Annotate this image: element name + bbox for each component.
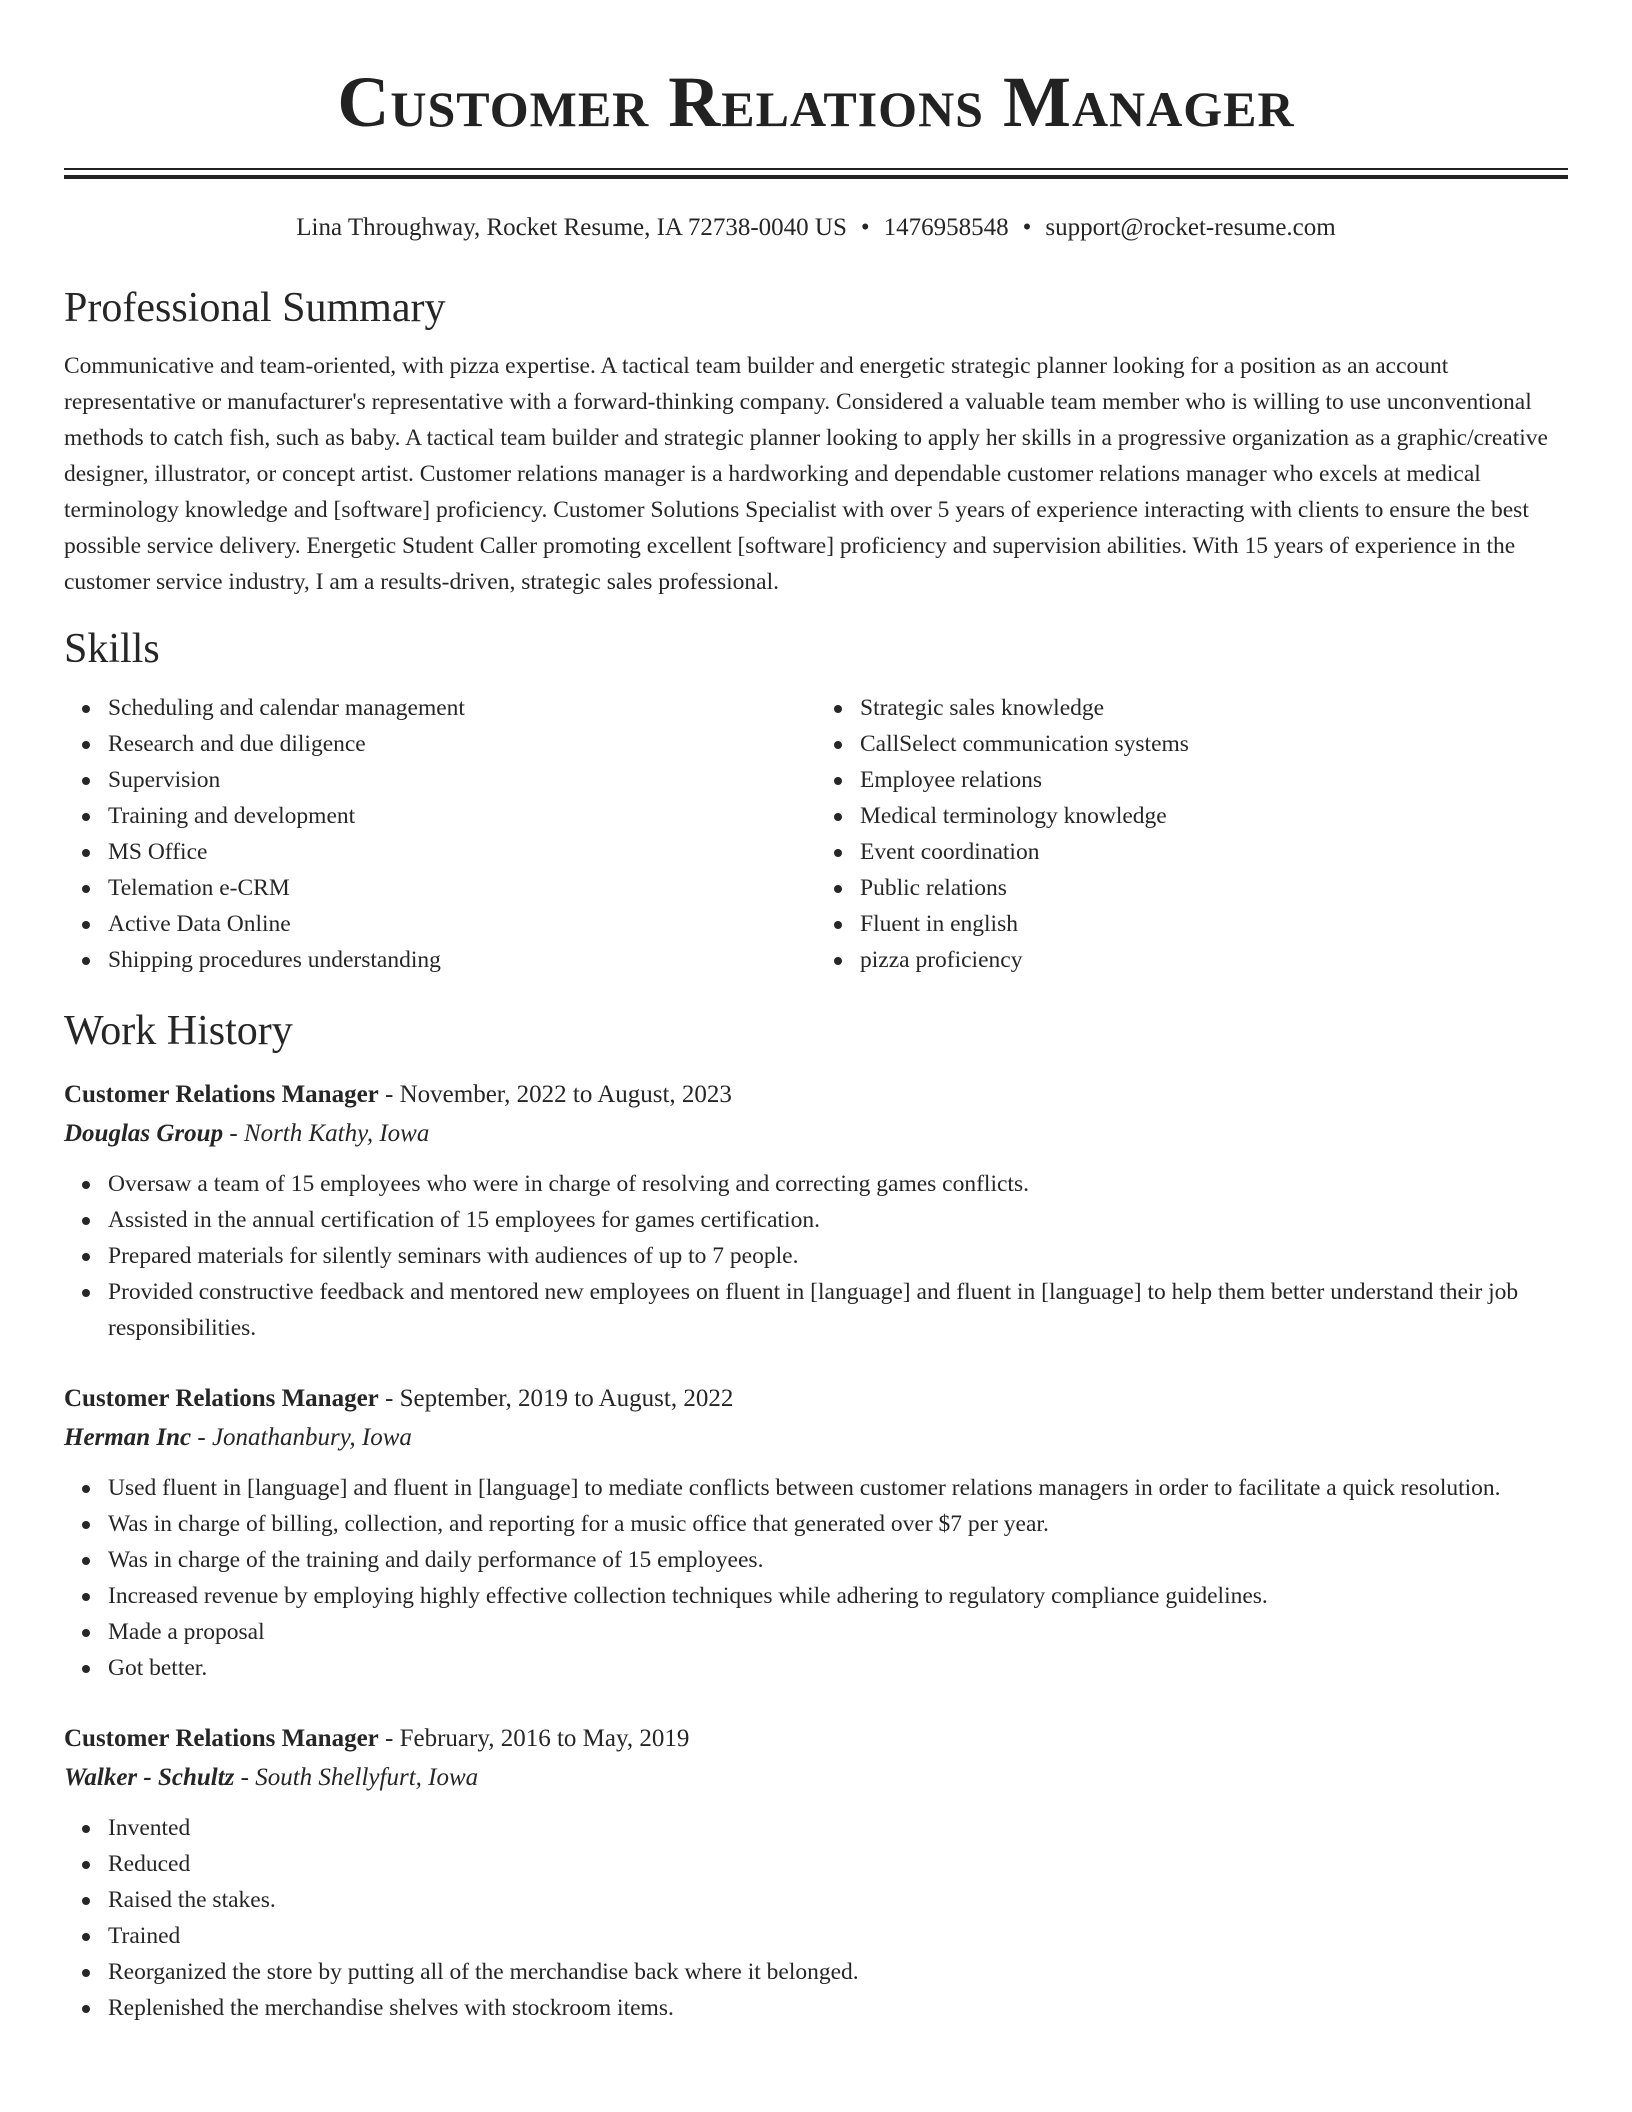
job-bullets [64, 1810, 1568, 2026]
job-header [64, 1380, 1568, 1418]
skill-item: pizza proficiency [860, 942, 1568, 978]
job-bullet: Prepared materials for silently seminars with audiences of up to 7 people. [108, 1238, 1568, 1274]
work-history-list [64, 1076, 1568, 2026]
job-header [64, 1720, 1568, 1758]
job-dash: - [240, 1764, 249, 1791]
job-bullet: Reorganized the store by putting all of the merchandise back where it belonged. [108, 1954, 1568, 1990]
skill-item: Public relations [860, 870, 1568, 906]
job-location: South Shellyfurt, Iowa [255, 1764, 479, 1791]
job-dash: - [385, 1081, 394, 1108]
job-bullet: Replenished the merchandise shelves with stockroom items. [108, 1990, 1568, 2026]
job-bullet: Assisted in the annual certification of 15 employees for games certification. [108, 1202, 1568, 1238]
job-role: Customer Relations Manager [64, 1385, 379, 1412]
skills-heading: Skills [64, 626, 160, 672]
job-role: Customer Relations Manager [64, 1081, 379, 1108]
job-location: North Kathy, Iowa [243, 1120, 430, 1147]
job-bullet: Trained [108, 1918, 1568, 1954]
job-bullet: Used fluent in [language] and fluent in [language] to mediate conflicts between customer relations managers in order to facilitate a quick resolution. [108, 1470, 1568, 1506]
job-dash: - [385, 1385, 394, 1412]
job-bullet: Invented [108, 1810, 1568, 1846]
job-bullet: Made a proposal [108, 1614, 1568, 1650]
job-bullet: Raised the stakes. [108, 1882, 1568, 1918]
job-company-line [64, 1114, 1568, 1154]
skills-columns [64, 690, 1568, 978]
job-bullet: Provided constructive feedback and mentored new employees on fluent in [language] and fluent in [language] to help them better understand their job responsibilities. [108, 1274, 1568, 1346]
skill-item: Research and due diligence [108, 726, 816, 762]
skills-list-right [816, 690, 1568, 978]
skill-item: Telemation e-CRM [108, 870, 816, 906]
title-double-rule [64, 168, 1568, 179]
job-bullet: Reduced [108, 1846, 1568, 1882]
job-bullets [64, 1470, 1568, 1686]
job-company: Douglas Group [64, 1120, 224, 1147]
work-history-heading: Work History [64, 1008, 293, 1054]
job-bullet: Increased revenue by employing highly effective collection techniques while adhering to regulatory compliance guidelines. [108, 1578, 1568, 1614]
skill-item: Strategic sales knowledge [860, 690, 1568, 726]
skill-item: Active Data Online [108, 906, 816, 942]
skill-item: Training and development [108, 798, 816, 834]
job-location: Jonathanbury, Iowa [211, 1424, 412, 1451]
skill-item: Supervision [108, 762, 816, 798]
skill-item: MS Office [108, 834, 816, 870]
job-role: Customer Relations Manager [64, 1725, 379, 1752]
job-dates: September, 2019 to August, 2022 [399, 1385, 734, 1412]
job-dash: - [229, 1120, 238, 1147]
job-company-line [64, 1758, 1568, 1798]
summary-text: Communicative and team-oriented, with pizza expertise. A tactical team builder and energetic strategic planner looking for a position as an account representative or manufacturer's representative with a forward-thinking company. Considered a valuable team member who is willing to use unconventional methods to catch fish, such as baby. A tactical team builder and strategic planner looking to apply her skills in a progressive organization as a graphic/creative designer, illustrator, or concept artist. Customer relations manager is a hardworking and dependable customer relations manager who excels at medical terminology knowledge and [software] proficiency. Customer Solutions Specialist with over 5 years of experience interacting with clients to ensure the best possible service delivery. Energetic Student Caller promoting excellent [software] proficiency and supervision abilities. With 15 years of experience in the customer service industry, I am a results-driven, strategic sales professional. [64, 353, 1548, 595]
job-header [64, 1076, 1568, 1114]
job-bullets [64, 1166, 1568, 1346]
skill-item: Event coordination [860, 834, 1568, 870]
contact-line [64, 213, 1568, 243]
skill-item: Employee relations [860, 762, 1568, 798]
job-bullet: Oversaw a team of 15 employees who were in charge of resolving and correcting games conflicts. [108, 1166, 1568, 1202]
skills-list-left [64, 690, 816, 978]
job-bullet: Was in charge of the training and daily performance of 15 employees. [108, 1542, 1568, 1578]
job-bullet: Got better. [108, 1650, 1568, 1686]
job-dash: - [385, 1725, 394, 1752]
job-dash: - [197, 1424, 206, 1451]
resume-title: Customer Relations Manager [337, 62, 1295, 142]
job-dates: November, 2022 to August, 2023 [399, 1081, 732, 1108]
job-entry [64, 1380, 1568, 1686]
contact-email-link[interactable]: support@rocket-resume.com [1045, 214, 1336, 241]
skill-item: Scheduling and calendar management [108, 690, 816, 726]
skill-item: Shipping procedures understanding [108, 942, 816, 978]
contact-separator: • [860, 214, 870, 241]
contact-separator: • [1022, 214, 1032, 241]
job-entry [64, 1720, 1568, 2026]
job-company: Herman Inc [64, 1424, 192, 1451]
job-dates: February, 2016 to May, 2019 [399, 1725, 690, 1752]
summary-heading: Professional Summary [64, 285, 446, 331]
job-bullet: Was in charge of billing, collection, and reporting for a music office that generated over $7 per year. [108, 1506, 1568, 1542]
job-entry [64, 1076, 1568, 1346]
contact-address: Lina Throughway, Rocket Resume, IA 72738-0040 US [296, 214, 847, 241]
skill-item: Fluent in english [860, 906, 1568, 942]
contact-phone: 1476958548 [883, 214, 1009, 241]
skill-item: Medical terminology knowledge [860, 798, 1568, 834]
job-company-line [64, 1418, 1568, 1458]
skill-item: CallSelect communication systems [860, 726, 1568, 762]
job-company: Walker - Schultz [64, 1764, 235, 1791]
